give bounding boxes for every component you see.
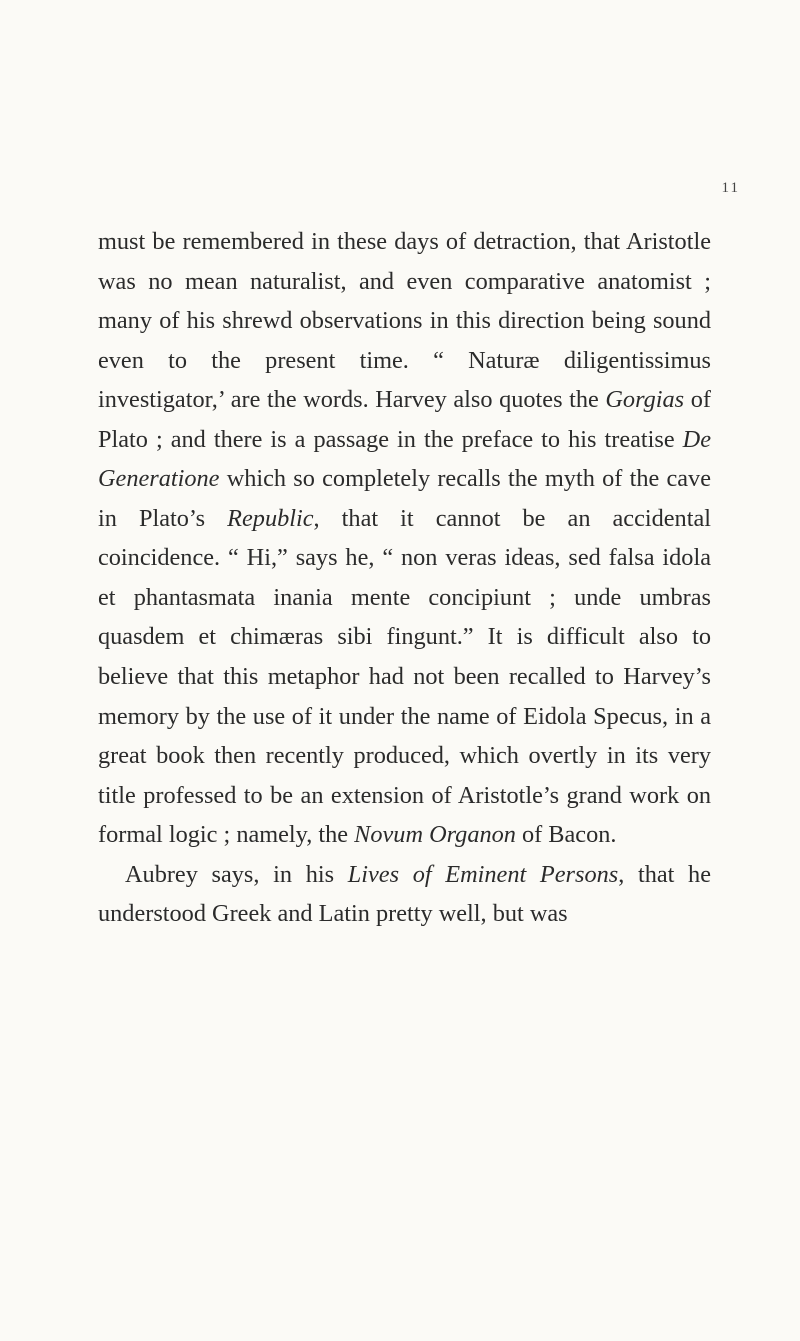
text-run: of Plato ; and there is a passage in the preface to his treatise (98, 386, 711, 453)
text-run: Aubrey says, in his (125, 860, 348, 888)
body-text (98, 222, 711, 934)
italic-title-republic: Republic (227, 504, 314, 532)
italic-title-gorgias: Gorgias (605, 386, 685, 414)
italic-title-de-generatione: De Generatione (98, 425, 711, 493)
text-run: which so completely recalls the myth of the cave in Plato’s (98, 465, 711, 532)
italic-title-lives-of-eminent-persons: Lives of Eminent Persons (347, 860, 619, 888)
text-run: , that he understood Greek and Latin pretty well, but was (98, 860, 711, 928)
page-number: 11 (721, 180, 740, 196)
paragraph-2 (98, 855, 711, 934)
text-run: , that it cannot be an accidental coincidence. “ Hi,” says he, “ non veras ideas, sed falsa idola et phantasmata inania mente concipiunt ; unde umbras quasdem et chimæras sibi fingunt.” It is difficult also to believe that this metaphor had not been recalled to Harvey’s memory by the use of it under the name of Eidola Specus, in a great book then recently produced, which overtly in its very title professed to be an extension of Aristotle’s grand work on formal logic ; namely, the (98, 504, 711, 849)
paragraph-1 (98, 222, 711, 855)
text-run: of Bacon. (515, 821, 617, 849)
text-run: must be remembered in these days of detraction, that Aristotle was no mean naturalist, and even comparative anatomist ; many of his shrewd observations in this direction being sound even to the present time. “ Naturæ diligentissimus investigator,’ are the words. Harvey also quotes the (98, 228, 711, 414)
italic-title-novum-organon: Novum Organon (354, 821, 516, 849)
